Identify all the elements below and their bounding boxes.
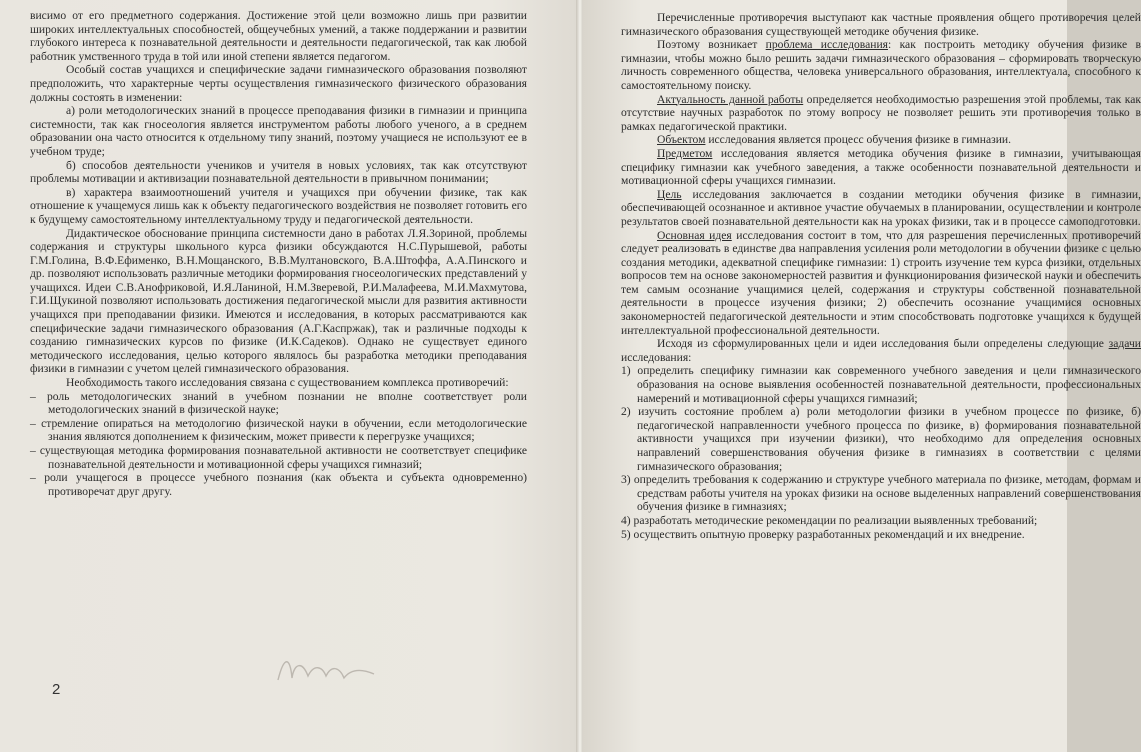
text-run: Поэтому возникает [657, 38, 766, 52]
right-page-text [621, 11, 1141, 541]
text-run: 5) осуществить опытную проверку разработанных рекомендаций и их внедрение. [621, 527, 1025, 541]
left-page-text [30, 9, 527, 498]
text-run: 3) определить требования к содержанию и структуре учебного материала по физике, методам, формам и средствам работы учителя на уроках физики на основе выделенных направлений совершенствования обучения физике в гимназиях; [621, 473, 1141, 514]
paragraph: Необходимость такого исследования связана с существованием комплекса противоречий: [66, 376, 509, 390]
list-item: – роль методологических знаний в учебном познании не вполне соответствует роли методологических знаний в физической науке; [30, 389, 527, 417]
underlined-term: Предметом [657, 146, 713, 160]
text-run: : как построить методику обучения физике в гимназии, чтобы можно было решить задачи гимназического образования – сформировать творческую личность современного общества, человека универсального образования, интеллектуала, способного к самостоятельному поиску. [621, 38, 1141, 92]
paragraph: а) роли методологических знаний в процессе преподавания физики в гимназии и принципа системности, так как гносеология является инструментом работы любого ученого, а в среднем образовании она часто относится к отдельному типу знаний, поэтому учащиеся не используют ее в учебном труде; [30, 104, 527, 158]
text-run: исследования заключается в создании методики обучения физике в гимназии, обеспечивающей осознанное и активное участие обучаемых в планировании, осуществлении и контроле результатов своей познавательной деятельности как на уроках физики, так и в процессе самоподготовки. [621, 187, 1141, 228]
underlined-term: проблема исследования [765, 38, 888, 52]
list-item: – существующая методика формирования познавательной активности не соответствует специфике познавательной деятельности и мотивационной сферы учащихся гимназий; [30, 444, 527, 471]
text-run: Перечисленные противоречия выступают как частные проявления общего противоречия целей гимназического образования существующей методике обучения физике. [621, 11, 1141, 38]
text-run: 2) изучить состояние проблем а) роли методологии физики в учебном процессе по физике, б) педагогической направленности учебного процесса по физике, в) формирования познавательной активности учащихся при изучении физики), что необходимо для определения основных направлений совершенствования обучения физике в гимназиях в соответствии с целями гимназического образования; [621, 405, 1141, 473]
paragraph: Особый состав учащихся и специфические задачи гимназического образования позволяют предположить, что характерные черты осуществления гимназического физического образования должны состоять в изменении: [30, 63, 527, 104]
text-run: исследования является методика обучения физике в гимназии, учитывающая специфику гимназии как учебного заведения, а также особенности познавательной деятельности и мотивационной сферы учащихся гимназии. [621, 146, 1141, 188]
text-run: исследования: [621, 350, 692, 364]
paragraph [621, 38, 1141, 92]
underlined-term: Основная идея [657, 228, 732, 242]
underlined-term: задачи [1108, 337, 1141, 351]
list-item [621, 514, 1141, 528]
underlined-term: Актуальность данной работы [657, 92, 804, 106]
paragraph [621, 133, 1141, 147]
text-run: исследования является процесс обучения физике в гимназии. [705, 133, 1012, 147]
paragraph [621, 337, 1141, 364]
list-item [621, 405, 1141, 473]
paragraph [621, 229, 1141, 338]
paragraph [621, 188, 1141, 229]
paragraph: в) характера взаимоотношений учителя и учащихся при обучении физике, так как отношение к учащемуся лишь как к объекту педагогического воздействия не позволяет готовить его к будущему самостоятельному интеллектуальному труду и педагогической деятельности. [30, 185, 527, 226]
list-item: – стремление опираться на методологию физической науки в обучении, если методологические знания являются дополнением к физическим, может привести к перегрузке учащихся; [30, 416, 527, 444]
paragraph [621, 11, 1141, 38]
list-item [621, 528, 1141, 542]
text-run: определяется необходимостью разрешения этой проблемы, так как отсутствие научных разработок по этому вопросу не позволяет решить эти противоречия только в рамках педагогической практики. [621, 92, 1141, 133]
text-run: 1) определить специфику гимназии как современного учебного заведения и цели гимназического образования на основе выявления особенностей познавательной деятельности, профессиональных намерений и мотивационной сферы учащихся гимназий; [621, 364, 1141, 405]
list-item [621, 364, 1141, 405]
text-run: Исходя из сформулированных цели и идеи исследования были определены следующие [657, 337, 1109, 351]
paragraph [621, 93, 1141, 134]
text-run: исследования состоит в том, что для разрешения перечисленных противоречий следует реализовать в единстве два направления усиления роли методологии в обучении физике с целью создания методики, адекватной специфике гимназии: 1) строить изучение тем курса физики, отдельных вопросов тем на основе закономерностей развития и функционирования физической науки и обеспечить тем самым осознание учащимися целей, содержания и структуры собственной познавательной деятельности в процессе изучения физики; 2) обеспечить осознание учащимися основных закономерностей педагогической деятельности и этим способствовать подготовке учащихся к будущей интеллектуальной профессиональной деятельности. [621, 228, 1141, 337]
handwritten-signature [270, 650, 380, 690]
list-item [621, 473, 1141, 514]
right-page [583, 0, 1141, 752]
paragraph [621, 147, 1141, 188]
paragraph: Дидактическое обоснование принципа системности дано в работах Л.Я.Зориной, проблемы содержания и структуры школьного курса физики обсуждаются Н.С.Пурышевой, работы Г.М.Голина, В.Ф.Ефименко, В.Н.Мощанского, В.В.Мултановского, В.А.Штоффа, А.А.Пинского и др. позволяют использовать различные методики формирования гносеологических представлений у учащихся. Идеи С.В.Анофриковой, И.Я.Ланиной, Н.М.Зверевой, Р.И.Малафеева, М.И.Махмутова, Г.И.Щукиной позволяют использовать достижения педагогической мысли для развития активности учащихся при преподавании физики. Имеются и исследования, в которых рассматриваются как специфические задачи гимназического образования (А.Г.Каспржак), так и различные подходы к созданию гимназических курсов по физике (И.К.Садеков). Однако не существует единого методического исследования, целью которого являлось бы разработка методики преподавания физики в гимназии с учетом целей гимназического образования. [30, 226, 527, 376]
underlined-term: Объектом [657, 133, 706, 147]
paragraph: висимо от его предметного содержания. Достижение этой цели возможно лишь при развитии широких интеллектуальных способностей, общеучебных умений, а также поддержании и развитии глубокого интереса к познавательной деятельности и деятельности педагогической, так как любой работник умственного труда в той или иной степени является педагогом. [30, 9, 527, 63]
page-number: 2 [52, 681, 61, 698]
list-item: – роли учащегося в процессе учебного познания (как объекта и субъекта одновременно) противоречат друг другу. [30, 471, 527, 498]
paragraph: б) способов деятельности учеников и учителя в новых условиях, так как отсутствуют проблемы мотивации и активизации познавательной деятельности в привычном понимании; [30, 158, 527, 186]
text-run: 4) разработать методические рекомендации по реализации выявленных требований; [621, 513, 1038, 527]
underlined-term: Цель [657, 187, 682, 201]
